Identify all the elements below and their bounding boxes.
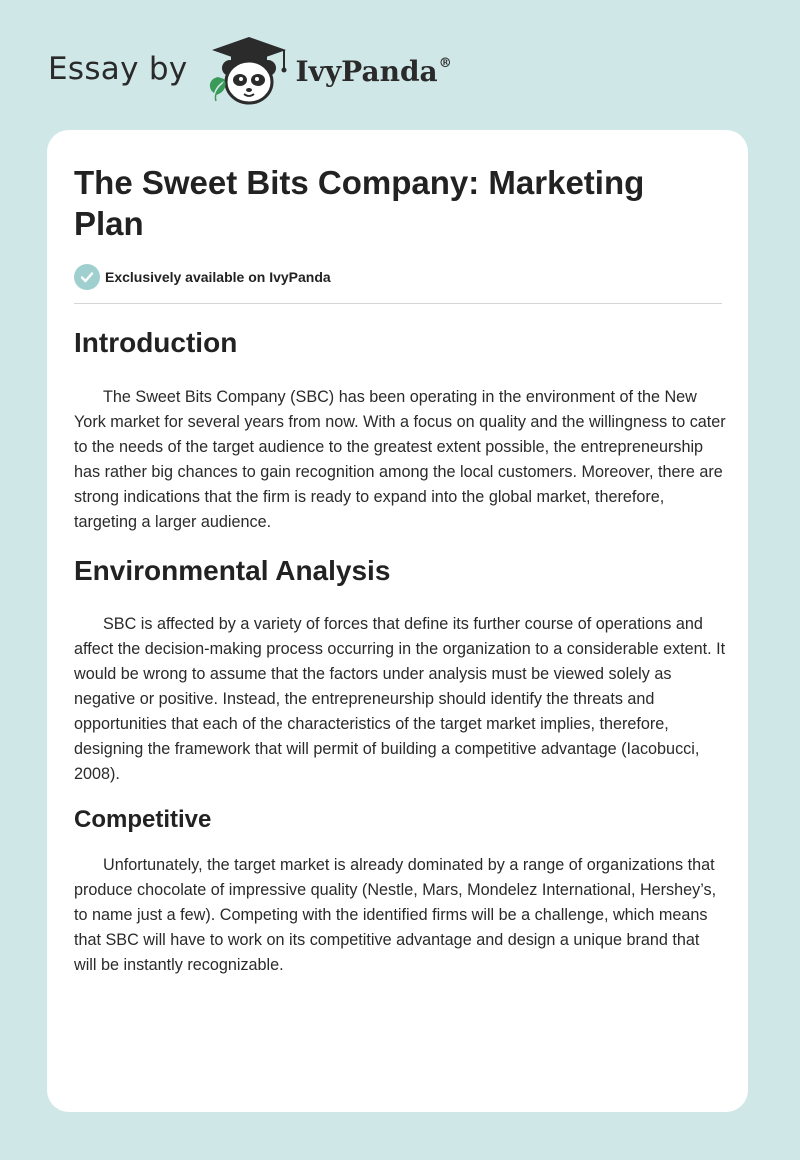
exclusive-badge	[74, 264, 331, 290]
check-badge-icon	[74, 264, 100, 290]
title-divider	[74, 303, 722, 304]
site-header	[48, 36, 452, 106]
section-heading-introduction: Introduction	[74, 327, 238, 358]
essay-by-label: Essay by	[48, 51, 188, 87]
panda-graduate-logo-icon[interactable]	[204, 35, 294, 107]
exclusive-label: Exclusively available on IvyPanda	[105, 269, 331, 285]
section-text-competitive: Unfortunately, the target market is already dominated by a range of organizations that produce chocolate of impressive quality (Nestle, Mars, Mondelez International, Hershey’s, to name just a few). Competing with the identified firms will be a challenge, which means that SBC will have to work on its competitive advantage and design a unique brand that will be instantly recognizable.	[74, 856, 717, 974]
section-heading-environmental-analysis: Environmental Analysis	[74, 555, 391, 586]
registered-mark: ®	[438, 55, 452, 71]
section-heading-competitive: Competitive	[74, 806, 212, 833]
section-text-introduction: The Sweet Bits Company (SBC) has been operating in the environment of the New York market for several years from now. With a focus on quality and the willingness to cater to the needs of the target audience to the greatest extent possible, the entrepreneurship has rather big chances to gain recognition among the local customers. Moreover, there are strong indications that the firm is ready to expand into the global market, therefore, targeting a larger audience.	[74, 388, 726, 531]
brand-text: IvyPanda	[295, 54, 438, 88]
section-text-environmental-analysis: SBC is affected by a variety of forces that define its further course of operations and affect the decision-making process occurring in the organization to a considerable extent. It would be wrong to assume that the factors under analysis must be viewed solely as negative or positive. Instead, the entrepreneurship should identify the threats and opportunities that each of the characteristics of the target market implies, therefore, designing the framework that will permit of building a competitive advantage (Iacobucci, 2008).	[74, 615, 726, 783]
essay-card	[47, 130, 748, 1112]
page-title: The Sweet Bits Company: Marketing Plan	[74, 164, 645, 242]
brand-name[interactable]	[296, 55, 452, 88]
